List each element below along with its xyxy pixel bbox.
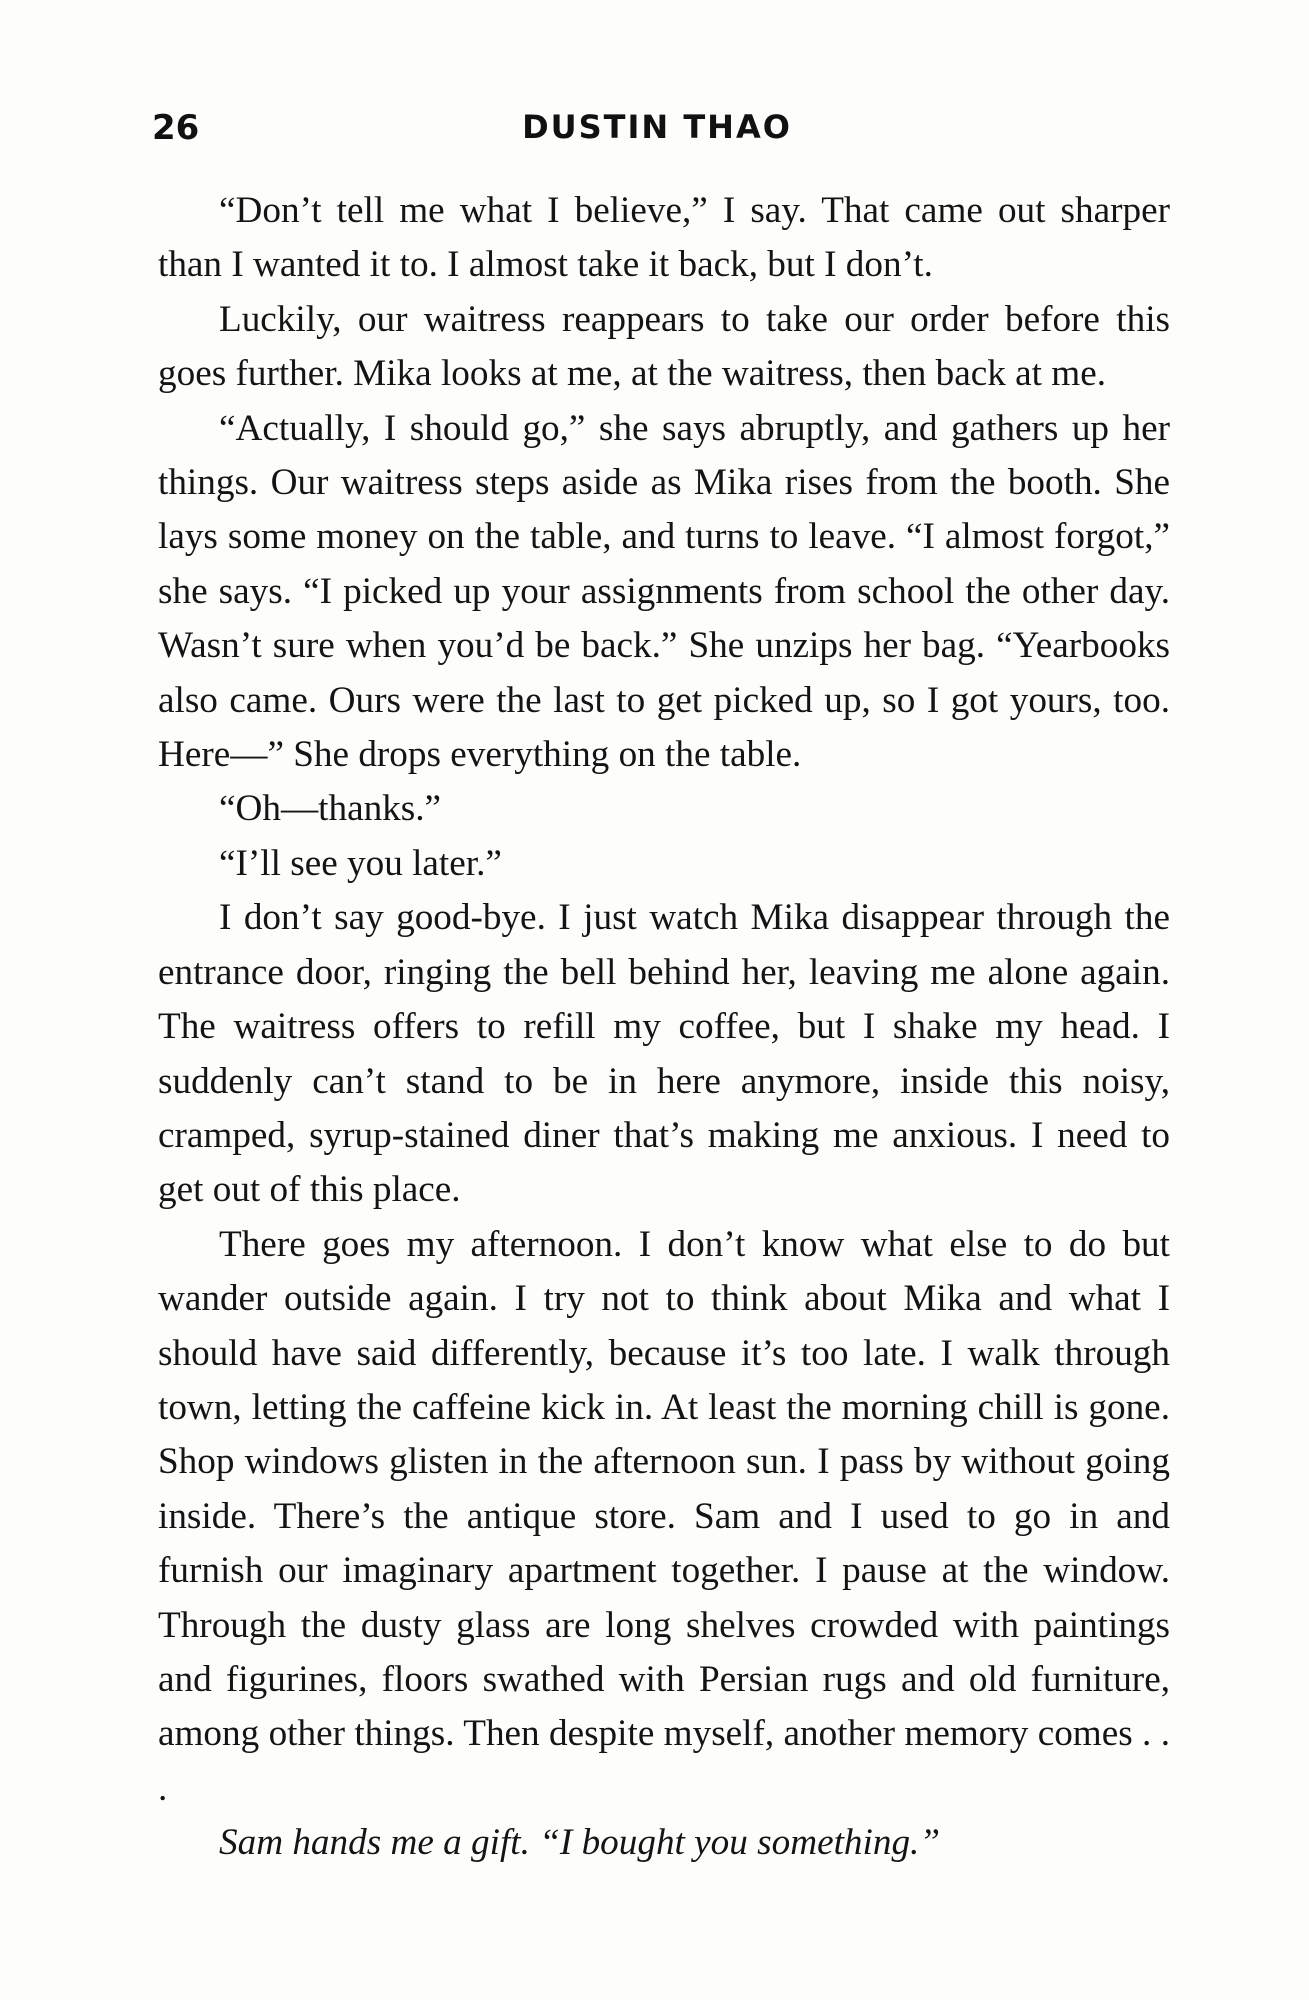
paragraph: There goes my afternoon. I don’t know what else to do but wander outside again. I try not to think about Mika and what I should have said differently, because it’s too late. I walk through town, letting the caffeine kick in. At least the morning chill is gone. Shop windows glisten in the afternoon sun. I pass by without going inside. There’s the antique store. Sam and I used to go in and furnish our imaginary apartment together. I pause at the window. Through the dusty glass are long shelves crowded with paintings and figurines, floors swathed with Persian rugs and old furniture, among other things. Then despite myself, another memory comes . . . xyxy=(158,1223,1170,1809)
paragraph: “Oh—thanks.” xyxy=(219,788,442,830)
paragraph: “I’ll see you later.” xyxy=(219,842,502,884)
paragraph: “Don’t tell me what I believe,” I say. That came out sharper than I wanted it to. I almost take it back, but I don’t. xyxy=(158,190,1170,286)
page-header xyxy=(152,108,1162,158)
page-number: 26 xyxy=(152,108,200,148)
paragraph-italic: Sam hands me a gift. “I bought you something.” xyxy=(219,1822,941,1864)
paragraph: “Actually, I should go,” she says abruptly, and gathers up her things. Our waitress steps aside as Mika rises from the booth. She lays some money on the table, and turns to leave. “I almost forgot,” she says. “I picked up your assignments from school the other day. Wasn’t sure when you’d be back.” She unzips her bag. “Yearbooks also came. Ours were the last to get picked up, so I got yours, too. Here—” She drops everything on the table. xyxy=(158,407,1170,776)
paragraph: Luckily, our waitress reappears to take our order before this goes further. Mika looks at me, at the waitress, then back at me. xyxy=(158,298,1170,395)
running-head-author: DUSTIN THAO xyxy=(522,108,792,146)
body-text xyxy=(158,184,1170,1871)
paragraph: I don’t say good-bye. I just watch Mika disappear through the entrance door, ringing the bell behind her, leaving me alone again. The waitress offers to refill my coffee, but I shake my head. I suddenly can’t stand to be in here anymore, inside this noisy, cramped, syrup-stained diner that’s making me anxious. I need to get out of this place. xyxy=(158,897,1170,1211)
